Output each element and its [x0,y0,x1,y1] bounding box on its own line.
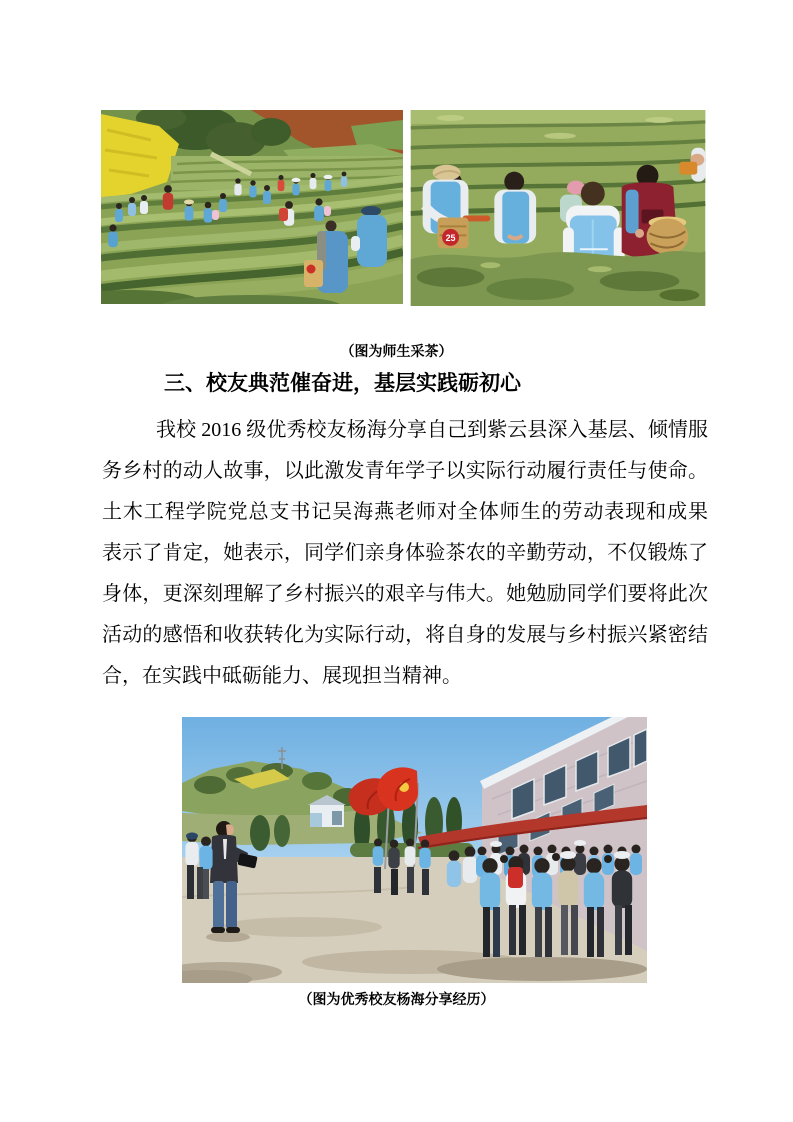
foreground-tea-bushes [411,251,705,306]
paragraph-line: 务乡村的动人故事，以此激发青年学子以实际行动履行责任与使命。 [102,460,708,482]
caption-alumni-sharing: （图为优秀校友杨海分享经历） [298,991,495,1007]
basket-badge-number: 25 [445,232,456,243]
photo-tea-field-closeup [410,110,706,306]
paragraph-line: 活动的感悟和收获转化为实际行动，将自身的发展与乡村振兴紧密结 [102,624,708,646]
paragraph-line: 合，在实践中砥砺能力、展现担当精神。 [102,665,462,687]
paragraph-line: 身体，更深刻理解了乡村振兴的艰辛与伟大。她勉励同学们要将此次 [102,583,708,605]
body-paragraph [102,410,708,697]
tea-field-wide-illustration [101,110,403,304]
paragraph-line: 表示了肯定，她表示，同学们亲身体验茶农的辛勤劳动，不仅锻炼了 [102,542,708,564]
crowd-shadow [437,957,647,981]
caption-tea-picking: （图为师生采茶） [340,343,453,359]
photo-alumni-sharing [182,717,647,983]
section-heading: 三、校友典范催奋进，基层实践砺初心 [164,372,521,395]
photo-tea-field-wide [101,110,403,304]
paragraph-line: 我校 2016 级优秀校友杨海分享自己到紫云县深入基层、倾情服 [156,419,708,441]
paragraph-line: 土木工程学院党总支书记吴海燕老师对全体师生的劳动表现和成果 [102,501,708,523]
alumni-sharing-illustration [182,717,647,983]
tea-field-closeup-illustration [410,110,706,306]
